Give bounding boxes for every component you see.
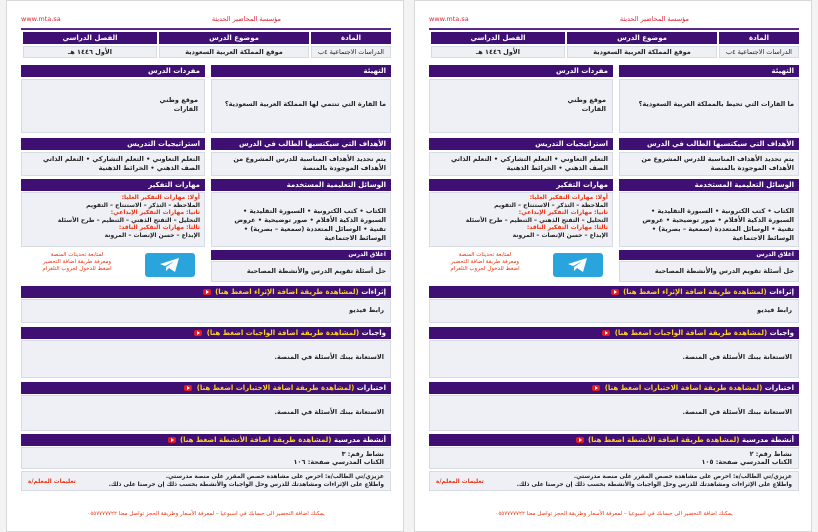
subject-header: المادة [311, 32, 391, 44]
tests-text: الاستعانة ببنك الأسئلة في المنصة. [429, 395, 799, 431]
telegram-line: ومعرفة طريقة اضافة التحضير [42, 259, 112, 265]
skills-level2-heading: ثانيا: مهارات التفكير الإبداعي: [110, 209, 200, 217]
closing-title: اغلاق الدرس [619, 250, 799, 260]
footer-text: يمكنك اضافة التحضير الى حسابك في اسبوعيا – لمعرفة الأسعار وطريقة الحجز تواصل معنا ٠٥٥٧٧٧٧٧٢٢ [87, 511, 325, 517]
info-value-row [429, 46, 799, 58]
intro-text: ما القارات التي تحيط بالمملكة العربية السعودية؟ [619, 79, 799, 133]
tests-text: الاستعانة ببنك الأسئلة في المنصة. [21, 395, 391, 431]
topic-value: موقع المملكة العربية السعودية [567, 46, 717, 58]
telegram-button[interactable] [553, 253, 603, 277]
term-header: الفصل الدراسي [431, 32, 565, 44]
footer-text: يمكنك اضافة التحضير الى حسابك في اسبوعيا – لمعرفة الأسعار وطريقة الحجز تواصل معنا ٠٥٥٧٧٧٧٧٢٢ [495, 511, 733, 517]
homework-bar[interactable] [429, 327, 799, 339]
tools-body-row [429, 192, 799, 247]
intro-header-row [429, 65, 799, 77]
homework-label: واجبات [769, 329, 794, 337]
lesson-plan-page-2 [6, 0, 404, 532]
page-header [21, 13, 391, 25]
enrichment-text: رابط فيديو [21, 299, 391, 323]
term-header: الفصل الدراسي [23, 32, 157, 44]
term-value: الأول ١٤٤٦ هـ [431, 46, 565, 58]
goals-body-row [429, 152, 799, 176]
telegram-line: لمتابعة تحديثات المنصة [458, 252, 512, 258]
goals-header-row [21, 138, 391, 150]
skills-box [21, 192, 205, 247]
skills-box [429, 192, 613, 247]
skills-level3-text: الإبداع – حسن الإنصات – المرونة [104, 231, 200, 239]
closing-row [21, 250, 391, 282]
telegram-button[interactable] [145, 253, 195, 277]
goals-text: يتم تحديد الأهداف المناسبة للدرس المشروع من الأهداف الموجودة بالمنصة [619, 152, 799, 176]
skills-level3-text: الإبداع – حسن الإنصات – المرونة [512, 231, 608, 239]
skills-title: مهارات التفكير [21, 179, 205, 191]
goals-text: يتم تحديد الأهداف المناسبة للدرس المشروع من الأهداف الموجودة بالمنصة [211, 152, 391, 176]
tools-title: الوسائل التعليمية المستخدمة [619, 179, 799, 191]
tests-bar[interactable] [429, 382, 799, 394]
telegram-line: لمتابعة تحديثات المنصة [50, 252, 104, 258]
skills-level3-heading: ثالثا: مهارات التفكير الناقد: [526, 224, 608, 232]
activity-number: نشاط رقم: ٣ [341, 450, 384, 458]
notes-title: تعليمات المعلم/ة [436, 479, 484, 485]
strategies-title: استراتيجيات التدريس [21, 138, 205, 150]
intro-body-row [429, 79, 799, 133]
enrichment-bar[interactable] [429, 286, 799, 298]
strategies-title: استراتيجيات التدريس [429, 138, 613, 150]
notes-line: واطلاع على الإثراءات ومشاهدتك للدرس وحل الواجبات والأنشطة بحسب ذلك إن حرصنا على ذلك. [108, 482, 384, 488]
skills-level1-heading: أولا: مهارات التفكير العليا: [121, 194, 200, 201]
youtube-icon[interactable] [203, 289, 211, 295]
intro-header-row [21, 65, 391, 77]
youtube-icon[interactable] [168, 437, 176, 443]
activity-book-page: الكتاب المدرسي صفحة: ١٠٥ [701, 458, 792, 466]
site-link[interactable]: www.mta.sa [21, 15, 61, 23]
activity-number: نشاط رقم: ٢ [749, 450, 792, 458]
telegram-line: ومعرفة طريقة اضافة التحضير [450, 259, 520, 265]
strategies-text: التعلم التعاوني • التعلم التشاركي • التعلم الذاتي الصف الذهني • الخرائط الذهنية [429, 152, 613, 176]
intro-title: التهيئة [619, 65, 799, 77]
notes-line: عزيزي/تي الطالب/ة: احرص على مشاهدة حصص المقرر على منصة مدرستي. [573, 474, 792, 480]
info-header-row [429, 32, 799, 44]
skills-level3-heading: ثالثا: مهارات التفكير الناقد: [118, 224, 200, 232]
skills-title: مهارات التفكير [429, 179, 613, 191]
subject-header: المادة [719, 32, 799, 44]
activities-box [21, 447, 391, 469]
strategies-text: التعلم التعاوني • التعلم التشاركي • التعلم الذاتي الصف الذهني • الخرائط الذهنية [21, 152, 205, 176]
vocab-item: القارات [173, 105, 198, 113]
homework-link[interactable]: (لمشاهدة طريقة اضافة الواجبات اضغط هنا) [206, 329, 360, 337]
topic-header: موضوع الدرس [159, 32, 309, 44]
notes-box [429, 471, 799, 491]
tools-body-row [21, 192, 391, 247]
closing-title: اغلاق الدرس [211, 250, 391, 260]
tests-label: اختبارات [764, 384, 794, 392]
subject-value: الدراسات الاجتماعية ٤ب [311, 46, 391, 58]
youtube-icon[interactable] [592, 385, 600, 391]
telegram-caption[interactable] [429, 252, 541, 273]
term-value: الأول ١٤٤٦ هـ [23, 46, 157, 58]
goals-title: الأهداف التي سيكتسبها الطالب في الدرس [619, 138, 799, 150]
notes-line: عزيزي/تي الطالب/ة: احرص على مشاهدة حصص المقرر على منصة مدرستي. [165, 474, 384, 480]
goals-body-row [21, 152, 391, 176]
intro-body-row [21, 79, 391, 133]
vocab-item: موقع وطني [567, 96, 606, 104]
tests-label: اختبارات [356, 384, 386, 392]
telegram-line: اضغط للدخول لجروب التلغرام [450, 266, 520, 272]
enrichment-link[interactable]: (لمشاهدة طريقة اضافة الإثراء اضغط هنا) [215, 288, 359, 296]
telegram-caption[interactable] [21, 252, 133, 273]
header-divider [21, 28, 391, 30]
telegram-line: اضغط للدخول لجروب التلغرام [42, 266, 112, 272]
vocab-item: القارات [581, 105, 606, 113]
tools-text: الكتاب • كتب الكترونية • السبورة التقليدية • السبورة الذكية الأقلام • صور توضيحية • عروض تقنية • الوسائل المتعددة (سمعية – بصرية) • الوسائط الاجتماعية [619, 192, 799, 247]
enrichment-text: رابط فيديو [429, 299, 799, 323]
page-header [429, 13, 799, 25]
youtube-icon[interactable] [194, 330, 202, 336]
tools-header-row [429, 179, 799, 191]
activities-box [429, 447, 799, 469]
tools-header-row [21, 179, 391, 191]
subject-value: الدراسات الاجتماعية ٤ب [719, 46, 799, 58]
homework-text: الاستعانة ببنك الأسئلة في المنصة. [21, 340, 391, 378]
youtube-icon[interactable] [602, 330, 610, 336]
homework-text: الاستعانة ببنك الأسئلة في المنصة. [429, 340, 799, 378]
site-link[interactable]: www.mta.sa [429, 15, 469, 23]
closing-row [429, 250, 799, 282]
enrichment-bar[interactable] [21, 286, 391, 298]
goals-title: الأهداف التي سيكتسبها الطالب في الدرس [211, 138, 391, 150]
enrichment-link[interactable]: (لمشاهدة طريقة اضافة الإثراء اضغط هنا) [623, 288, 767, 296]
info-value-row [21, 46, 391, 58]
tests-bar[interactable] [21, 382, 391, 394]
tools-text: الكتاب • كتب الكترونية • السبورة التقليدية • السبورة الذكية الأقلام • صور توضيحية • عروض تقنية • الوسائل المتعددة (سمعية – بصرية) • الوسائط الاجتماعية [211, 192, 391, 247]
vocab-title: مفردات الدرس [429, 65, 613, 77]
tests-link[interactable]: (لمشاهدة طريقة اضافة الاختبارات اضغط هنا) [196, 384, 355, 392]
tests-link[interactable]: (لمشاهدة طريقة اضافة الاختبارات اضغط هنا) [604, 384, 763, 392]
closing-text: حل أسئلة تقويم الدرس والأنشطة المصاحبة [211, 261, 391, 282]
skills-level1-text: الملاحظة – التذكر – الاستنتاج – التقويم [86, 201, 200, 209]
notes-title: تعليمات المعلم/ة [28, 479, 76, 485]
tools-title: الوسائل التعليمية المستخدمة [211, 179, 391, 191]
vocab-item: موقع وطني [159, 96, 198, 104]
info-header-row [21, 32, 391, 44]
skills-level1-text: الملاحظة – التذكر – الاستنتاج – التقويم [494, 201, 608, 209]
activities-bar[interactable] [21, 434, 391, 446]
vocab-list [21, 79, 205, 133]
enrichment-label: إثراءات [361, 288, 386, 296]
homework-label: واجبات [361, 329, 386, 337]
skills-level2-text: التحليل – التفتح الذهني – التنظيم – طرح الأسئلة [57, 216, 200, 224]
vocab-title: مفردات الدرس [21, 65, 205, 77]
homework-bar[interactable] [21, 327, 391, 339]
youtube-icon[interactable] [184, 385, 192, 391]
header-divider [429, 28, 799, 30]
activities-link[interactable]: (لمشاهدة طريقة اضافة الأنشطة اضغط هنا) [587, 436, 740, 444]
org-name: مؤسسة المحاضير الحديثة [211, 15, 281, 23]
activities-bar[interactable] [429, 434, 799, 446]
skills-level2-heading: ثانيا: مهارات التفكير الإبداعي: [518, 209, 608, 217]
topic-value: موقع المملكة العربية السعودية [159, 46, 309, 58]
topic-header: موضوع الدرس [567, 32, 717, 44]
enrichment-label: إثراءات [769, 288, 794, 296]
notes-line: واطلاع على الإثراءات ومشاهدتك للدرس وحل الواجبات والأنشطة بحسب ذلك إن حرصنا على ذلك. [516, 482, 792, 488]
closing-text: حل أسئلة تقويم الدرس والأنشطة المصاحبة [619, 261, 799, 282]
telegram-icon [567, 257, 589, 273]
skills-level2-text: التحليل – التفتح الذهني – التنظيم – طرح الأسئلة [465, 216, 608, 224]
activity-book-page: الكتاب المدرسي صفحة: ١٠٦ [293, 458, 384, 466]
activities-label: أنشطة مدرسية [741, 436, 794, 444]
activities-label: أنشطة مدرسية [333, 436, 386, 444]
activities-link[interactable]: (لمشاهدة طريقة اضافة الأنشطة اضغط هنا) [179, 436, 332, 444]
notes-box [21, 471, 391, 491]
intro-text: ما القارة التي تنتمي لها المملكة العربية السعودية؟ [211, 79, 391, 133]
telegram-icon [159, 257, 181, 273]
skills-level1-heading: أولا: مهارات التفكير العليا: [529, 194, 608, 201]
intro-title: التهيئة [211, 65, 391, 77]
lesson-plan-page-1 [414, 0, 812, 532]
vocab-list [429, 79, 613, 133]
homework-link[interactable]: (لمشاهدة طريقة اضافة الواجبات اضغط هنا) [614, 329, 768, 337]
youtube-icon[interactable] [576, 437, 584, 443]
youtube-icon[interactable] [611, 289, 619, 295]
org-name: مؤسسة المحاضير الحديثة [619, 15, 689, 23]
goals-header-row [429, 138, 799, 150]
